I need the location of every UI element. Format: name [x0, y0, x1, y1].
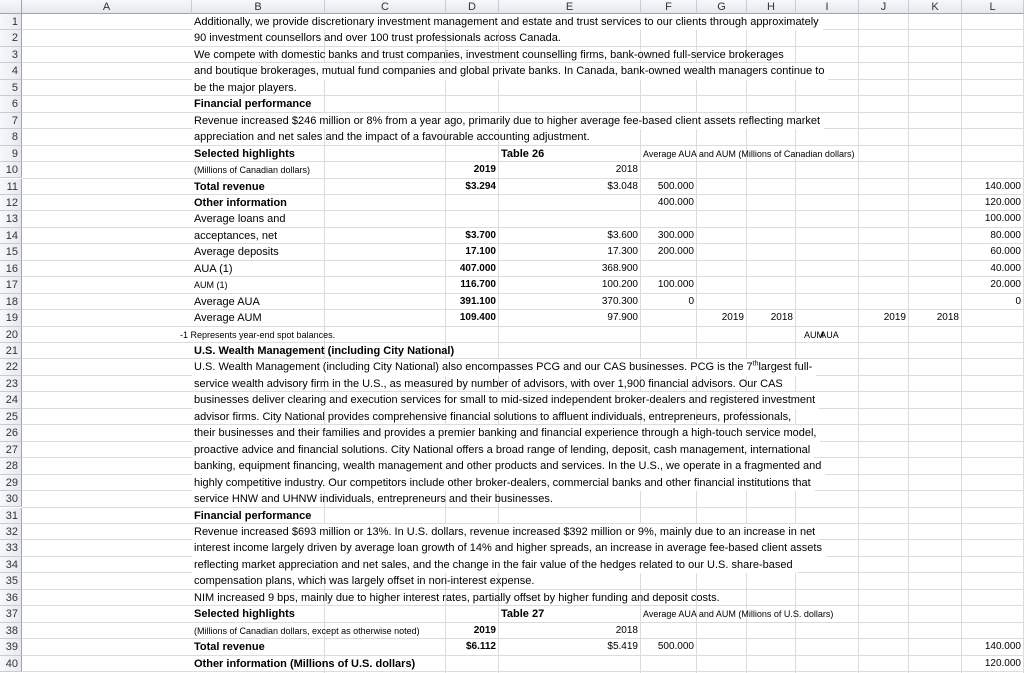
cell-c39[interactable] [446, 639, 499, 655]
cell-a28[interactable] [192, 458, 825, 474]
gridline-vertical [908, 14, 909, 673]
cell-d39[interactable] [499, 639, 641, 655]
cell-text: 2018 [615, 624, 638, 636]
row-header-11[interactable]: 11 [0, 179, 22, 195]
cell-e11[interactable] [641, 179, 697, 195]
cell-e17[interactable] [641, 277, 697, 293]
cell-text: Revenue increased $693 million or 13%. In U.S. dollars, revenue increased $392 million or 9%, mainly due to an increase in net [194, 525, 816, 538]
cell-a36[interactable] [192, 590, 720, 606]
gridline-horizontal [22, 210, 1024, 211]
cell-text: Table 26 [501, 147, 545, 160]
row-header-12[interactable]: 12 [0, 195, 22, 211]
row-header-32[interactable]: 32 [0, 524, 22, 540]
cell-text: $3.048 [607, 180, 638, 192]
column-header-c[interactable]: C [325, 0, 446, 14]
row-header-37[interactable]: 37 [0, 606, 22, 622]
cell-a7[interactable] [192, 113, 824, 129]
cell-text: 120.000 [984, 657, 1021, 669]
cell-text: Average AUA and AUM (Millions of Canadian dollars) [643, 148, 855, 159]
cell-d14[interactable] [499, 228, 641, 244]
cell-k18[interactable] [962, 294, 1024, 310]
gridline-horizontal [22, 342, 1024, 343]
cell-a1[interactable] [192, 14, 823, 30]
row-header-4[interactable]: 4 [0, 63, 22, 79]
cell-text: AUA (1) [194, 262, 233, 275]
cell-e37[interactable] [641, 606, 833, 622]
cell-j19[interactable] [909, 310, 962, 326]
cell-text: reflecting market appreciation and net sales, and the change in the fair value of the hedges related to our U.S. share-based [194, 558, 793, 571]
cell-text: $3.294 [465, 180, 496, 192]
row-header-25[interactable]: 25 [0, 409, 22, 425]
cell-a39[interactable] [192, 639, 265, 655]
cell-text: service wealth advisory firm in the U.S., as measured by number of advisors, with over 1,900 financial advisors. Our CAS [194, 377, 783, 390]
column-header-k[interactable]: K [909, 0, 962, 14]
cell-text: We compete with domestic banks and trust companies, investment counselling firms, bank-owned full-service brokerages [194, 48, 784, 61]
cell-text: 40.000 [990, 262, 1021, 274]
cell-a19[interactable] [192, 310, 262, 326]
cell-text: Average deposits [194, 246, 279, 259]
row-header-3[interactable]: 3 [0, 47, 22, 63]
cell-k13[interactable] [962, 211, 1024, 227]
cell-text: NIM increased 9 bps, mainly due to higher interest rates, partially offset by higher funding and deposit costs. [194, 591, 720, 604]
cell-text: $5.419 [607, 641, 638, 653]
column-header-j[interactable]: J [859, 0, 909, 14]
row-header-36[interactable]: 36 [0, 590, 22, 606]
cell-text: Other information (Millions of U.S. dollars) [194, 657, 416, 670]
cell-a21[interactable] [192, 343, 454, 359]
row-header-15[interactable]: 15 [0, 244, 22, 260]
cell-text: Additionally, we provide discretionary investment management and estate and trust services to our clients through approximately [194, 16, 819, 28]
row-header-28[interactable]: 28 [0, 458, 22, 474]
cell-text: Selected highlights [194, 608, 295, 621]
column-header-h[interactable]: H [747, 0, 796, 14]
cell-text: 0 [1015, 295, 1021, 307]
column-header-g[interactable]: G [697, 0, 747, 14]
row-header-16[interactable]: 16 [0, 261, 22, 277]
column-header-i[interactable]: I [796, 0, 859, 14]
select-all-corner[interactable] [0, 0, 22, 14]
cell-d18[interactable] [499, 294, 641, 310]
cell-k12[interactable] [962, 195, 1024, 211]
cell-text: 300.000 [657, 229, 694, 241]
cell-text: AUM (1) [194, 280, 228, 291]
cell-a40[interactable] [192, 656, 415, 672]
cell-text: Revenue increased $246 million or 8% from a year ago, primarily due to higher average fee-based client assets reflecting market [194, 114, 821, 127]
row-header-19[interactable]: 19 [0, 310, 22, 326]
cell-text: Average AUA [194, 295, 260, 308]
cell-a31[interactable] [192, 508, 311, 524]
row-header-18[interactable]: 18 [0, 294, 22, 310]
gridline-horizontal [22, 671, 1024, 672]
cell-a11[interactable] [192, 179, 265, 195]
column-header-a[interactable]: A [22, 0, 192, 14]
cell-text: Financial performance [194, 509, 312, 522]
cell-text: 140.000 [984, 180, 1021, 192]
cell-text: Selected highlights [194, 147, 295, 160]
cell-text: 100.200 [601, 279, 638, 291]
cell-text: advisor firms. City National provides comprehensive financial solutions to affluent individuals, entrepreneurs, professionals, [194, 410, 792, 423]
cell-d11[interactable] [499, 179, 641, 195]
cell-d37[interactable] [499, 606, 544, 622]
cell-text: 2019 [473, 164, 496, 176]
cell-text: 2019 [721, 312, 744, 324]
cell-c14[interactable] [446, 228, 499, 244]
cell-text: appreciation and net sales and the impact of a favourable accounting adjustment. [194, 131, 590, 144]
cell-text: 100.000 [657, 279, 694, 291]
cell-a22[interactable] [192, 359, 816, 375]
cell-g19[interactable] [747, 310, 796, 326]
cell-text: (Millions of Canadian dollars) [194, 165, 311, 176]
cell-text: 2019 [883, 312, 906, 324]
row-header-8[interactable]: 8 [0, 129, 22, 145]
cell-text: interest income largely driven by average loan growth of 14% and higher spreads, an increase in average fee-based client assets [194, 542, 822, 555]
cell-a9[interactable] [192, 146, 295, 162]
row-header-35[interactable]: 35 [0, 573, 22, 589]
row-header-29[interactable]: 29 [0, 475, 22, 491]
cell-text: 100.000 [984, 213, 1021, 225]
cell-text: 391.100 [459, 295, 496, 307]
cell-text: $6.112 [465, 641, 496, 653]
column-header-f[interactable]: F [641, 0, 697, 14]
cell-a15[interactable] [192, 244, 279, 260]
cell-a23[interactable] [192, 376, 783, 392]
cell-a38[interactable] [192, 623, 420, 639]
cell-e14[interactable] [641, 228, 697, 244]
cell-k14[interactable] [962, 228, 1024, 244]
row-header-33[interactable]: 33 [0, 540, 22, 556]
cell-text: 60.000 [990, 246, 1021, 258]
cell-text: Financial performance [194, 98, 312, 111]
cell-text: 20.000 [990, 279, 1021, 291]
column-header-b[interactable]: B [192, 0, 325, 14]
cell-text: 2018 [770, 312, 793, 324]
row-header-14[interactable]: 14 [0, 228, 22, 244]
column-header-l[interactable]: L [962, 0, 1024, 14]
superscript-text: th [752, 360, 759, 368]
row-header-7[interactable]: 7 [0, 113, 22, 129]
cell-e15[interactable] [641, 244, 697, 260]
cell-text: 120.000 [984, 196, 1021, 208]
cell-text: 140.000 [984, 641, 1021, 653]
cell-text: 90 investment counsellors and over 100 trust professionals across Canada. [194, 32, 561, 45]
row-header-30[interactable]: 30 [0, 491, 22, 507]
cell-a25[interactable] [192, 409, 791, 425]
cell-c38[interactable] [446, 623, 499, 639]
gridline-vertical [961, 14, 962, 673]
cell-text: 116.700 [460, 279, 496, 291]
cell-text: Table 27 [501, 608, 545, 621]
cell-a18[interactable] [192, 294, 260, 310]
cell-text: 370.300 [601, 295, 638, 307]
cell-text: Total revenue [194, 641, 265, 654]
cell-text: 407.000 [459, 262, 496, 274]
cell-e12[interactable] [641, 195, 697, 211]
cell-text: U.S. Wealth Management (including City National) [194, 345, 455, 357]
cell-a17[interactable] [192, 277, 228, 293]
row-header-31[interactable]: 31 [0, 508, 22, 524]
row-header-22[interactable]: 22 [0, 359, 22, 375]
row-header-2[interactable]: 2 [0, 30, 22, 46]
cell-a16[interactable] [192, 261, 233, 277]
row-header-17[interactable]: 17 [0, 277, 22, 293]
cell-a29[interactable] [192, 475, 815, 491]
cell-text: 368.900 [601, 262, 638, 274]
cell-a24[interactable] [192, 392, 819, 408]
row-header-10[interactable]: 10 [0, 162, 22, 178]
cell-d9[interactable] [499, 146, 544, 162]
cell-c11[interactable] [446, 179, 499, 195]
row-header-39[interactable]: 39 [0, 639, 22, 655]
cell-d38[interactable] [499, 623, 641, 639]
column-header-d[interactable]: D [446, 0, 499, 14]
cell-c19[interactable] [446, 310, 499, 326]
cell-text: 0 [688, 295, 694, 307]
cell-text: 2019 [473, 624, 496, 636]
cell-f19[interactable] [697, 310, 747, 326]
cell-k15[interactable] [962, 244, 1024, 260]
row-header-13[interactable]: 13 [0, 211, 22, 227]
cell-a10[interactable] [192, 162, 310, 178]
cell-a5[interactable] [192, 80, 297, 96]
cell-b20[interactable] [178, 327, 335, 343]
cell-a6[interactable] [192, 96, 311, 112]
cell-e18[interactable] [641, 294, 697, 310]
cell-a33[interactable] [192, 540, 826, 556]
cell-text: Total revenue [194, 180, 265, 193]
cell-i19[interactable] [859, 310, 909, 326]
cell-text: compensation plans, which was largely offset in non-interest expense. [194, 575, 535, 588]
row-header-5[interactable]: 5 [0, 80, 22, 96]
cell-a2[interactable] [192, 30, 561, 46]
cell-text: 2018 [615, 164, 638, 176]
row-header-20[interactable]: 20 [0, 327, 22, 343]
cell-text: U.S. Wealth Management (including City National) also encompasses PCG and our CAS businesses. PCG is the 7 [194, 361, 753, 374]
cell-a27[interactable] [192, 442, 814, 458]
cell-c10[interactable] [446, 162, 499, 178]
cell-text: 500.000 [657, 180, 694, 192]
cell-i20[interactable] [802, 327, 824, 343]
row-header-26[interactable]: 26 [0, 425, 22, 441]
row-header-21[interactable]: 21 [0, 343, 22, 359]
cell-c15[interactable] [446, 244, 499, 260]
cell-d10[interactable] [499, 162, 641, 178]
cell-text: 97.900 [607, 312, 638, 324]
cell-text: 17.300 [607, 246, 638, 258]
cell-text: proactive advice and financial solutions. City National offers a broad range of lending, deposit, cash management, international [194, 443, 811, 456]
cell-d16[interactable] [499, 261, 641, 277]
cell-text: AUA [820, 329, 839, 340]
cell-a4[interactable] [192, 63, 828, 79]
row-header-27[interactable]: 27 [0, 442, 22, 458]
row-header-1[interactable]: 1 [0, 14, 22, 30]
cell-text: 17.100 [465, 246, 496, 258]
cell-a26[interactable] [192, 425, 820, 441]
cell-text: 400.000 [657, 196, 694, 208]
cell-e39[interactable] [641, 639, 697, 655]
row-header-40[interactable]: 40 [0, 656, 22, 672]
cell-c16[interactable] [446, 261, 499, 277]
cell-k40[interactable] [962, 656, 1024, 672]
cell-text: and boutique brokerages, mutual fund companies and global private banks. In Canada, bank-owned wealth managers continue to [194, 65, 825, 78]
cell-a8[interactable] [192, 129, 590, 145]
cell-text-continued: largest full- [758, 361, 813, 374]
cell-text: acceptances, net [194, 229, 278, 242]
cell-text: Average AUA and AUM (Millions of U.S. dollars) [643, 609, 834, 620]
cell-d19[interactable] [499, 310, 641, 326]
cell-k16[interactable] [962, 261, 1024, 277]
cell-c17[interactable] [446, 277, 499, 293]
row-header-23[interactable]: 23 [0, 376, 22, 392]
cell-text: be the major players. [194, 81, 297, 94]
row-header-6[interactable]: 6 [0, 96, 22, 112]
cell-text: 80.000 [990, 229, 1021, 241]
cell-text: 109.400 [459, 312, 496, 324]
row-header-9[interactable]: 9 [0, 146, 22, 162]
cell-c18[interactable] [446, 294, 499, 310]
cell-text: Average AUM [194, 312, 262, 325]
cell-k39[interactable] [962, 639, 1024, 655]
cell-e9[interactable] [641, 146, 854, 162]
row-header-24[interactable]: 24 [0, 392, 22, 408]
cell-a12[interactable] [192, 195, 287, 211]
cell-text: 200.000 [657, 246, 694, 258]
row-header-34[interactable]: 34 [0, 557, 22, 573]
cell-text: $3.600 [607, 229, 638, 241]
cell-d17[interactable] [499, 277, 641, 293]
cell-a37[interactable] [192, 606, 295, 622]
cell-d15[interactable] [499, 244, 641, 260]
cell-text: 500.000 [657, 641, 694, 653]
cell-text: AUM [804, 329, 824, 340]
cell-k17[interactable] [962, 277, 1024, 293]
cell-a35[interactable] [192, 573, 534, 589]
gridline-vertical [858, 14, 859, 673]
column-header-e[interactable]: E [499, 0, 641, 14]
cell-a30[interactable] [192, 491, 553, 507]
cell-text: Average loans and [194, 213, 286, 226]
cell-text: businesses deliver clearing and execution services for small to mid-sized independent broker-dealers and registered investment [194, 394, 816, 407]
cell-a3[interactable] [192, 47, 784, 63]
cell-text: banking, equipment financing, wealth management and other products and services. In the U.S., we operate in a fragmented and [194, 460, 822, 473]
cell-text: highly competitive industry. Our competitors include other broker-dealers, commercial banks and other financial institutions that [194, 476, 811, 489]
gridline-horizontal [22, 95, 1024, 96]
cell-k11[interactable] [962, 179, 1024, 195]
cell-a34[interactable] [192, 557, 797, 573]
cell-text: Other information [194, 196, 287, 209]
cell-a14[interactable] [192, 228, 277, 244]
cell-text: (Millions of Canadian dollars, except as otherwise noted) [194, 625, 420, 636]
cell-text: service HNW and UHNW individuals, entrepreneurs and their businesses. [194, 493, 553, 506]
cell-text: 2018 [936, 312, 959, 324]
cell-text: -1 Represents year-end spot balances. [180, 329, 336, 340]
cell-text: their businesses and their families and provides a premier banking and financial experience through a high-touch service model, [194, 427, 817, 440]
row-header-38[interactable]: 38 [0, 623, 22, 639]
cell-text: $3.700 [465, 229, 496, 241]
cell-a32[interactable] [192, 524, 819, 540]
cell-a13[interactable] [192, 211, 286, 227]
